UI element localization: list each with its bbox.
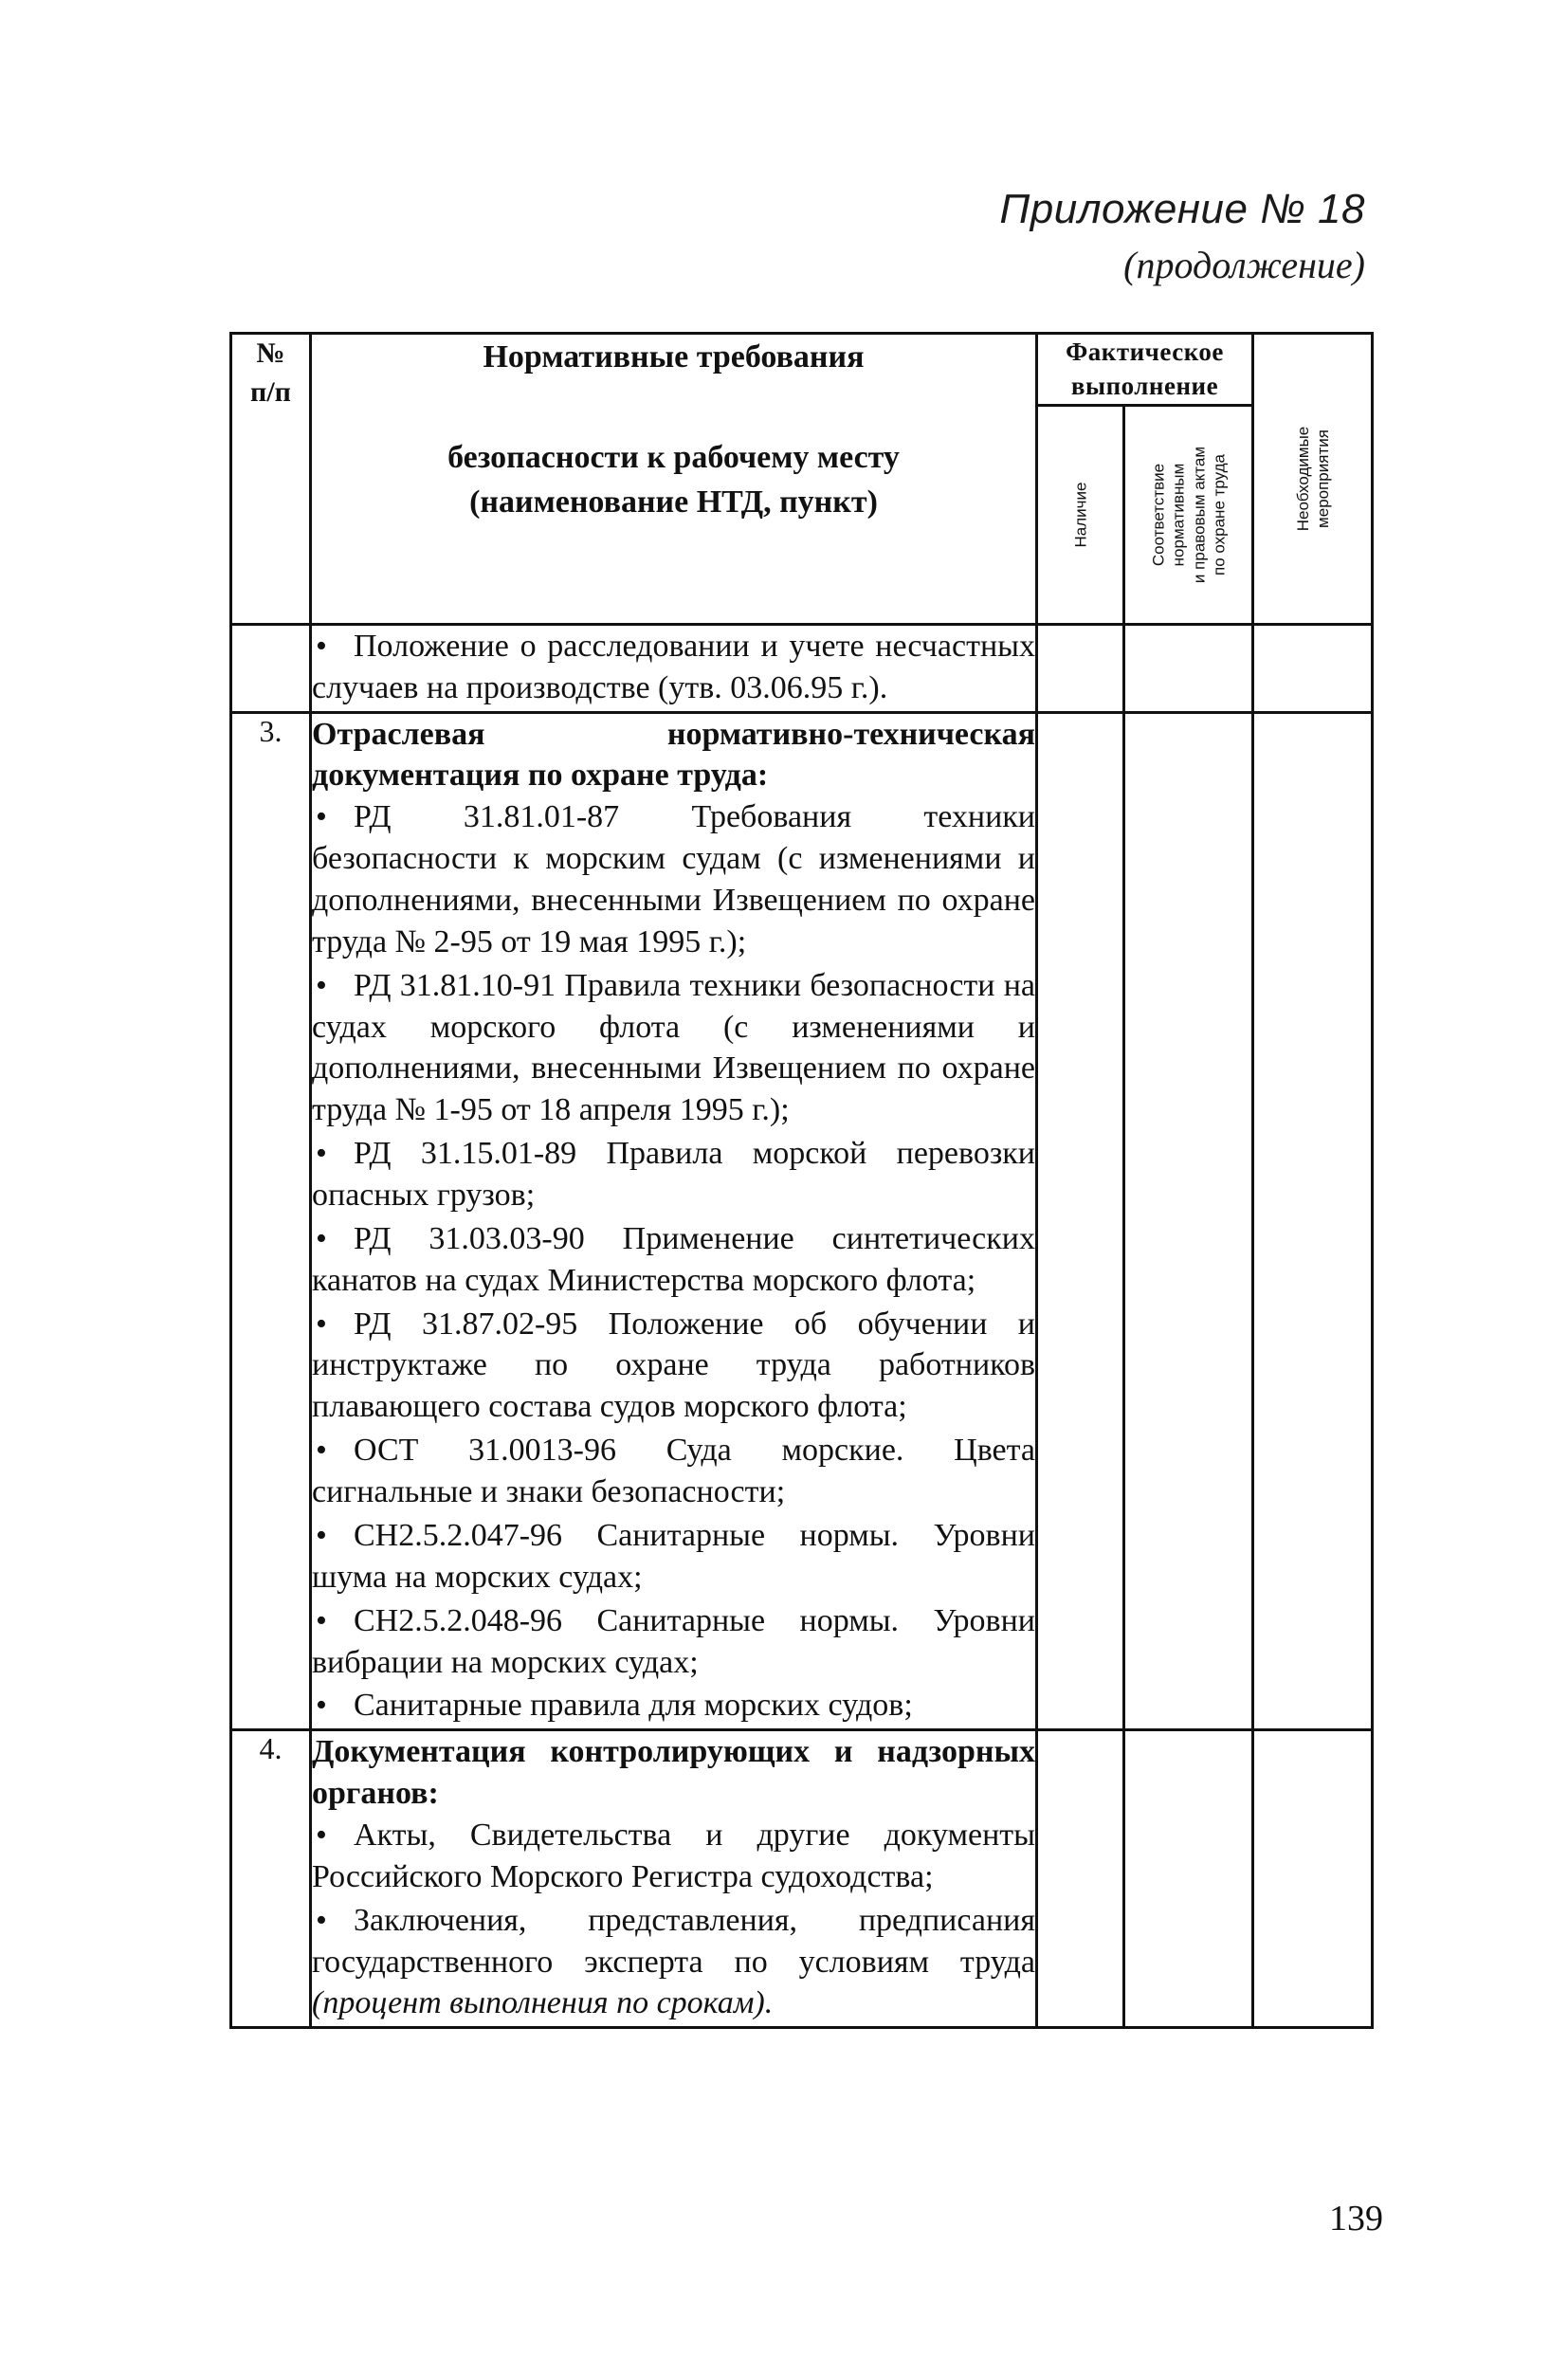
appendix-continuation: (продолжение) [1123,244,1365,286]
column-header-number [231,334,311,625]
table-row [231,624,1373,712]
row-heading: Документация контролирующих и надзорных органов: [312,1734,1035,1812]
presence-cell [1037,624,1124,712]
row-content [311,624,1037,712]
compliance-cell [1124,624,1253,712]
presence-cell [1037,712,1124,1730]
bullet: • [316,1433,327,1469]
column-header-requirements-line1: Нормативные требования [483,339,865,375]
bullet: • [316,1817,327,1853]
table-header-row [231,334,1373,406]
row-heading: Отраслевая нормативно-техническая документация по охране труда: [312,716,1035,794]
bullet: • [316,1136,327,1172]
column-header-compliance-line4: по охране труда [1209,453,1228,575]
list-item: • РД 31.15.01-89 Правила морской перевозки опасных грузов; [312,1133,1035,1216]
bullet: • [316,628,327,664]
list-item: • РД 31.81.10-91 Правила техники безопасности на судах морского флота (с изменениями и дополнениями, внесенными Извещением по охране труда № 1-95 от 18 апреля 1995 г.); [312,965,1035,1131]
compliance-cell [1124,712,1253,1730]
column-header-presence [1037,405,1124,624]
measures-cell [1253,1730,1373,2028]
row-number [231,624,311,712]
column-header-presence-label: Наличие [1070,482,1089,548]
bullet: • [316,1220,327,1256]
bullet: • [316,1602,327,1638]
bullet: • [316,799,327,835]
column-header-measures [1253,334,1373,625]
emphasis-note: (процент выполнения по срокам). [312,1985,774,2021]
page-number: 139 [1329,2199,1383,2238]
column-header-compliance [1124,405,1253,624]
requirements-table [229,332,1374,2029]
list-item: • Положение о расследовании и учете несчастных случаев на производстве (утв. 03.06.95 г.). [312,626,1035,709]
presence-cell [1037,1730,1124,2028]
column-header-measures-line2: мероприятия [1313,429,1332,528]
bullet: • [316,1902,327,1938]
bullet: • [316,1517,327,1553]
compliance-cell [1124,1730,1253,2028]
bullet: • [316,1688,327,1724]
column-header-compliance-line1: Соответствие [1149,463,1167,566]
list-item: • СН2.5.2.048-96 Санитарные нормы. Уровни вибрации на морских судах; [312,1600,1035,1684]
table-row [231,712,1373,1730]
row-number: 3. [231,712,311,1730]
list-item: • Акты, Свидетельства и другие документы Российского Морского Регистра судоходства; [312,1815,1035,1898]
bullet: • [316,1306,327,1342]
measures-cell [1253,624,1373,712]
column-header-requirements-line2: безопасности к рабочему месту [447,439,900,475]
column-header-requirements-line3: (наименование НТД, пункт) [469,484,878,521]
column-header-number-symbol: № [256,338,285,369]
list-item: • РД 31.03.03-90 Применение синтетических канатов на судах Министерства морского флота; [312,1218,1035,1302]
appendix-title: Приложение № 18 [999,186,1365,232]
column-header-compliance-line2: нормативным [1169,463,1188,567]
list-item: • РД 31.81.01-87 Требования техники безопасности к морским судам (с изменениями и дополнениями, внесенными Извещением по охране труда № 2-95 от 19 мая 1995 г.); [312,796,1035,962]
row-content [311,712,1037,1730]
column-header-compliance-line3: и правовым актам [1189,446,1208,583]
column-header-number-label: п/п [250,375,291,408]
table-row [231,1730,1373,2028]
list-item: • Заключения, представления, предписания государственного эксперта по условиям труда (процент выполнения по срокам). [312,1900,1035,2025]
measures-cell [1253,712,1373,1730]
list-item: • СН2.5.2.047-96 Санитарные нормы. Уровни шума на морских судах; [312,1515,1035,1599]
column-header-actual: Фактическое выполнение [1037,334,1253,406]
column-header-measures-line1: Необходимые [1293,426,1312,532]
bullet: • [316,967,327,1003]
list-item: • РД 31.87.02-95 Положение об обучении и инструктаже по охране труда работников плавающего состава судов морского флота; [312,1304,1035,1429]
row-content [311,1730,1037,2028]
list-item: • Санитарные правила для морских судов; [312,1685,1035,1726]
row-number: 4. [231,1730,311,2028]
column-header-requirements [311,334,1037,625]
list-item: • ОСТ 31.0013-96 Суда морские. Цвета сигнальные и знаки безопасности; [312,1430,1035,1513]
